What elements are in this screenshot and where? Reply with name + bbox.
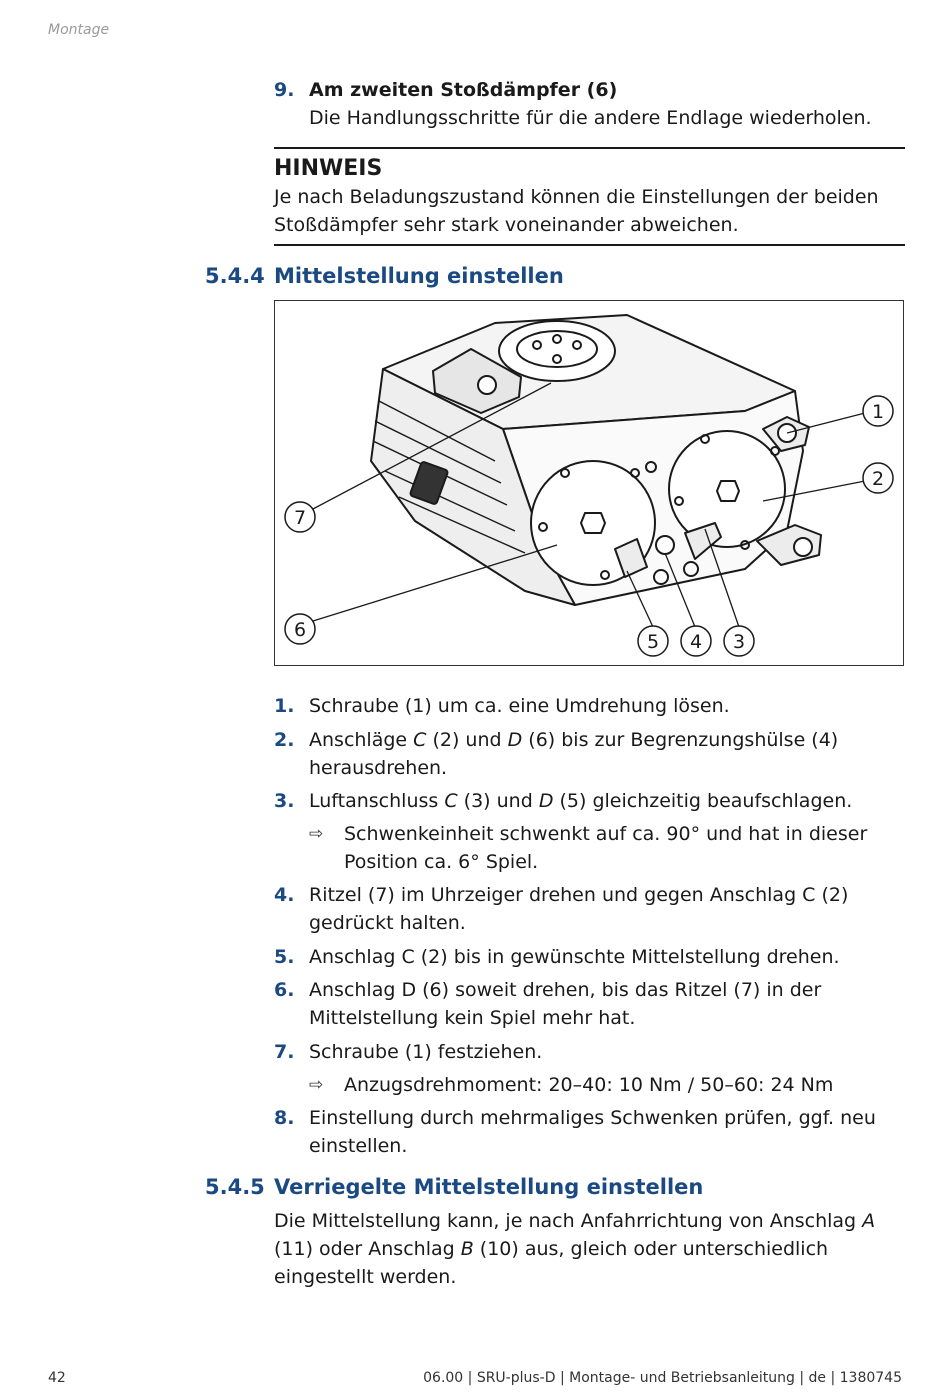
notice-top-rule xyxy=(274,147,905,149)
step-number: 3. xyxy=(274,790,295,812)
swivel-unit-drawing xyxy=(275,301,903,665)
step-text: Die Handlungsschritte für die andere Endlage wiederholen. xyxy=(309,107,872,129)
result-arrow-icon: ⇨ xyxy=(309,1075,324,1095)
section-number: 5.4.4 xyxy=(205,264,265,288)
step-text-cont: gedrückt halten. xyxy=(309,912,466,934)
section-heading-5-4-4 xyxy=(205,264,564,288)
step-text: Einstellung durch mehrmaliges Schwenken prüfen, ggf. neu xyxy=(309,1107,876,1129)
step-number: 5. xyxy=(274,946,295,968)
section-title: Verriegelte Mittelstellung einstellen xyxy=(274,1175,704,1199)
running-header: Montage xyxy=(48,22,110,38)
step-3-result xyxy=(309,820,909,876)
section-paragraph xyxy=(274,1207,904,1291)
notice-title: HINWEIS xyxy=(274,156,383,181)
page-number: 42 xyxy=(48,1370,66,1386)
paragraph-line: Die Mittelstellung kann, je nach Anfahrrichtung von Anschlag A xyxy=(274,1210,876,1232)
section-title: Mittelstellung einstellen xyxy=(274,264,564,288)
step-number: 9. xyxy=(274,79,295,101)
step-7 xyxy=(274,1038,914,1066)
step-7-result xyxy=(309,1071,909,1099)
notice-text xyxy=(274,183,904,239)
step-3 xyxy=(274,787,914,815)
footer-document-info: 06.00 | SRU-plus-D | Montage- und Betriebsanleitung | de | 1380745 xyxy=(423,1370,902,1386)
step-number: 8. xyxy=(274,1107,295,1129)
step-text-cont: Mittelstellung kein Spiel mehr hat. xyxy=(309,1007,636,1029)
device-illustration xyxy=(274,300,904,666)
step-text: Schraube (1) festziehen. xyxy=(309,1041,543,1063)
result-text: Anzugsdrehmoment: 20–40: 10 Nm / 50–60: 24 Nm xyxy=(344,1074,834,1096)
step-text-cont: herausdrehen. xyxy=(309,757,448,779)
step-text: Schraube (1) um ca. eine Umdrehung lösen. xyxy=(309,695,730,717)
step-2 xyxy=(274,726,914,782)
step-text: Anschlag D (6) soweit drehen, bis das Ritzel (7) in der xyxy=(309,979,822,1001)
callout-label-5: 5 xyxy=(646,631,660,653)
section-number: 5.4.5 xyxy=(205,1175,265,1199)
step-number: 6. xyxy=(274,979,295,1001)
step-4 xyxy=(274,881,914,937)
callout-label-7: 7 xyxy=(293,507,307,529)
step-number: 7. xyxy=(274,1041,295,1063)
step-6 xyxy=(274,976,914,1032)
callout-label-3: 3 xyxy=(732,631,746,653)
callout-label-2: 2 xyxy=(871,468,885,490)
step-number: 1. xyxy=(274,695,295,717)
callout-label-4: 4 xyxy=(689,631,703,653)
step-number: 2. xyxy=(274,729,295,751)
callout-label-6: 6 xyxy=(293,619,307,641)
result-text-cont: Position ca. 6° Spiel. xyxy=(344,851,539,873)
step-text: Anschläge C (2) und D (6) bis zur Begrenzungshülse (4) xyxy=(309,729,839,751)
paragraph-line: eingestellt werden. xyxy=(274,1266,457,1288)
notice-line: Stoßdämpfer sehr stark voneinander abweichen. xyxy=(274,214,739,236)
result-text: Schwenkeinheit schwenkt auf ca. 90° und hat in dieser xyxy=(344,823,868,845)
step-5 xyxy=(274,943,914,971)
step-8 xyxy=(274,1104,914,1160)
notice-line: Je nach Beladungszustand können die Einstellungen der beiden xyxy=(274,186,879,208)
step-number: 4. xyxy=(274,884,295,906)
step-text: Ritzel (7) im Uhrzeiger drehen und gegen Anschlag C (2) xyxy=(309,884,849,906)
notice-bottom-rule xyxy=(274,244,905,246)
step-9 xyxy=(274,76,914,104)
callout-label-1: 1 xyxy=(871,401,885,423)
step-text: Luftanschluss C (3) und D (5) gleichzeitig beaufschlagen. xyxy=(309,790,853,812)
paragraph-line: (11) oder Anschlag B (10) aus, gleich oder unterschiedlich xyxy=(274,1238,829,1260)
step-text: Anschlag C (2) bis in gewünschte Mittelstellung drehen. xyxy=(309,946,840,968)
step-text-cont: einstellen. xyxy=(309,1135,408,1157)
result-arrow-icon: ⇨ xyxy=(309,824,324,844)
step-title: Am zweiten Stoßdämpfer (6) xyxy=(309,79,618,101)
step-9-text xyxy=(274,104,914,132)
step-1 xyxy=(274,692,914,720)
section-heading-5-4-5 xyxy=(205,1175,703,1199)
